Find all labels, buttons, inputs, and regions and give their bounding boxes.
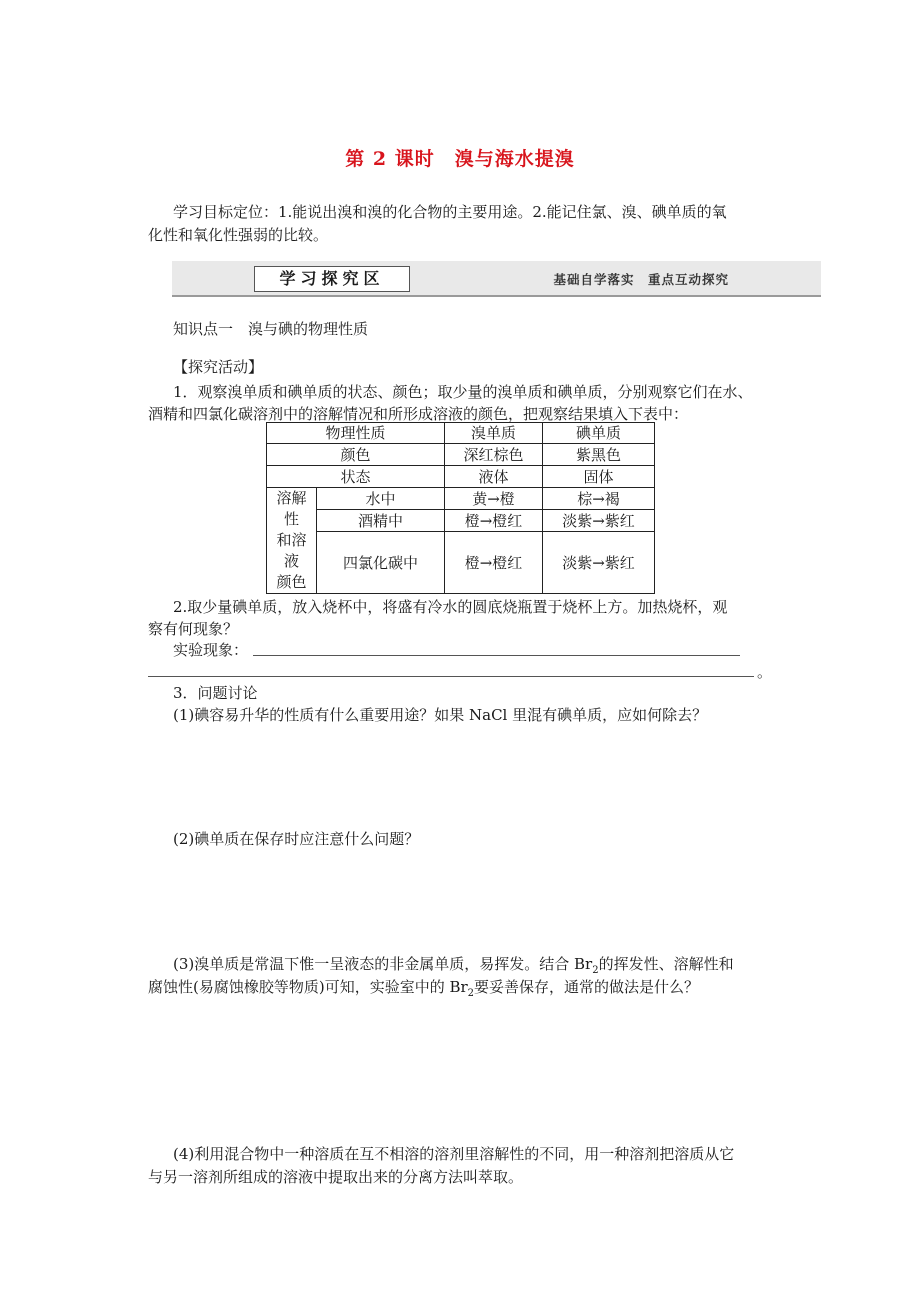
item3-heading: 3．问题讨论 — [173, 684, 258, 702]
objective-line-2: 化性和氧化性强弱的比较。 — [148, 226, 329, 244]
phenomenon-label: 实验现象： — [173, 641, 249, 659]
table-row — [267, 444, 655, 466]
item1-line-2: 酒精和四氯化碳溶剂中的溶解情况和所形成溶液的颜色，把观察结果填入下表中： — [148, 405, 689, 423]
page-title: 第 2 课时 溴与海水提溴 — [345, 148, 575, 170]
answer-blank-line-1[interactable] — [253, 655, 740, 656]
question-1: (1)碘容易升华的性质有什么重要用途？如果 NaCl 里混有碘单质，应如何除去？ — [173, 706, 708, 724]
q3-text-a: (3)溴单质是常温下惟一呈液态的非金属单质，易挥发。结合 Br — [173, 955, 593, 973]
q3-text-b: 的挥发性、溶解性和 — [598, 955, 734, 973]
question-4-line-2: 与另一溶剂所组成的溶液中提取出来的分离方法叫萃取。 — [148, 1168, 524, 1186]
header-bromine: 溴单质 — [445, 423, 543, 444]
iodine-color: 紫黑色 — [543, 444, 655, 466]
table-row — [267, 423, 655, 444]
banner-tab-label: 学习探究区 — [254, 266, 410, 292]
table-row — [267, 532, 655, 594]
activity-label: 【探究活动】 — [173, 358, 264, 376]
solubility-label-part: 和溶 — [276, 531, 307, 549]
iodine-in-alcohol: 淡紫→紫红 — [543, 510, 655, 532]
bromine-in-water: 黄→橙 — [445, 488, 543, 510]
physical-properties-table — [266, 422, 655, 594]
br2-subscript: 2 — [592, 965, 599, 976]
item2-line-1: 2.取少量碘单质，放入烧杯中，将盛有冷水的圆底烧瓶置于烧杯上方。加热烧杯，观 — [173, 598, 728, 616]
solubility-label-part: 颜色 — [276, 573, 307, 591]
question-3-line-2 — [148, 976, 699, 1005]
header-property: 物理性质 — [267, 423, 445, 444]
section-banner — [172, 261, 821, 297]
bromine-state: 液体 — [445, 466, 543, 488]
solubility-label-part: 性 — [283, 510, 299, 528]
knowledge-point-heading: 知识点一 溴与碘的物理性质 — [173, 320, 369, 338]
q3-text-d: 要妥善保存，通常的做法是什么？ — [474, 978, 700, 996]
banner-subtitle: 基础自学落实 重点互动探究 — [553, 272, 729, 287]
item2-line-2: 察有何现象？ — [148, 620, 239, 638]
question-4-line-1: (4)利用混合物中一种溶质在互不相溶的溶剂里溶解性的不同，用一种溶剂把溶质从它 — [173, 1145, 735, 1163]
solubility-label-part: 溶解 — [276, 489, 307, 507]
table-row — [267, 466, 655, 488]
answer-blank-line-2[interactable] — [148, 676, 754, 677]
state-label: 状态 — [267, 466, 445, 488]
iodine-state: 固体 — [543, 466, 655, 488]
solubility-label — [267, 488, 317, 594]
solvent-ccl4: 四氯化碳中 — [317, 532, 445, 594]
bromine-in-ccl4: 橙→橙红 — [445, 532, 543, 594]
objective-line-1: 学习目标定位：1.能说出溴和溴的化合物的主要用途。2.能记住氯、溴、碘单质的氧 — [173, 203, 727, 221]
header-iodine: 碘单质 — [543, 423, 655, 444]
answer-end-mark: 。 — [757, 663, 773, 681]
bromine-color: 深红棕色 — [445, 444, 543, 466]
solubility-label-part: 液 — [283, 552, 299, 570]
bromine-in-alcohol: 橙→橙红 — [445, 510, 543, 532]
q3-text-c: 腐蚀性(易腐蚀橡胶等物质)可知，实验室中的 Br — [148, 978, 468, 996]
solvent-alcohol: 酒精中 — [317, 510, 445, 532]
iodine-in-ccl4: 淡紫→紫红 — [543, 532, 655, 594]
item1-line-1: 1．观察溴单质和碘单质的状态、颜色；取少量的溴单质和碘单质，分别观察它们在水、 — [173, 383, 753, 401]
table-row — [267, 488, 655, 510]
color-label: 颜色 — [267, 444, 445, 466]
solvent-water: 水中 — [317, 488, 445, 510]
br2-subscript: 2 — [467, 988, 475, 999]
iodine-in-water: 棕→褐 — [543, 488, 655, 510]
question-2: (2)碘单质在保存时应注意什么问题？ — [173, 830, 420, 848]
table-row — [267, 510, 655, 532]
